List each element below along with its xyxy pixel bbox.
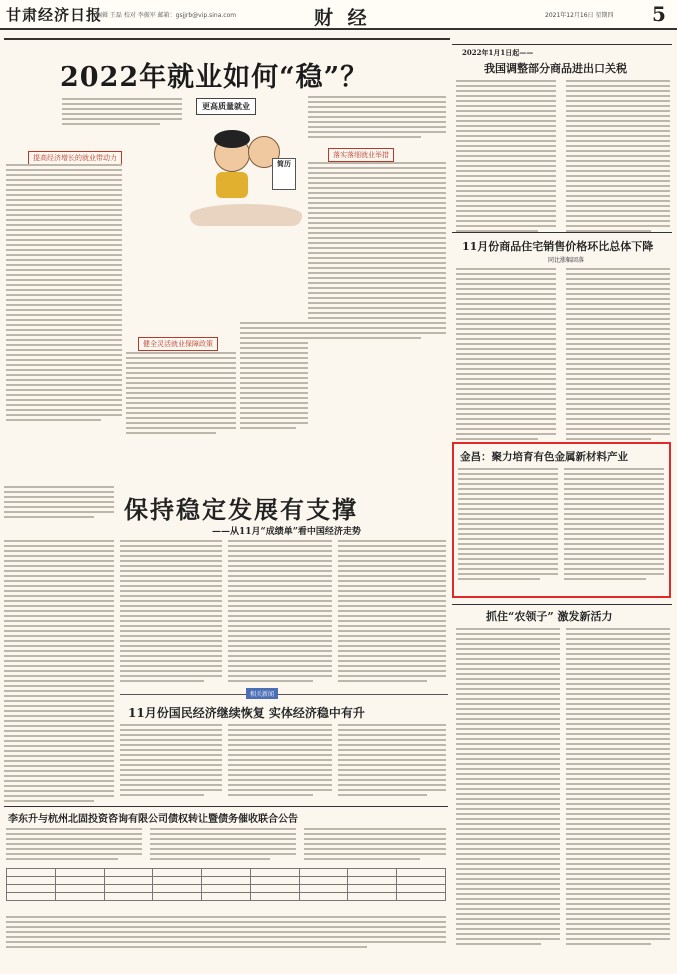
- notice-headline: 李东升与杭州北固投资咨询有限公司债权转让暨债务催收联合公告: [8, 814, 298, 825]
- recovery-text-a: [120, 724, 222, 799]
- tariff-text-a: [456, 80, 556, 235]
- recovery-text-b: [228, 724, 332, 799]
- employment-headline: 2022年就业如何“稳”？: [60, 62, 369, 93]
- notice-rule: [4, 806, 448, 807]
- measures-text: [308, 162, 446, 342]
- housing-byline: 同比涨幅回落: [548, 257, 585, 264]
- development-headline: 保持稳定发展有支撑: [124, 495, 358, 524]
- housing-rule: [452, 232, 672, 233]
- recovery-rule: [120, 694, 448, 695]
- subhead-measures: 落实落细就业举措: [328, 148, 394, 162]
- recovery-headline: 11月份国民经济继续恢复 实体经济稳中有升: [128, 706, 365, 720]
- lead-paragraph: [62, 98, 182, 128]
- subhead-growth: 提高经济增长的就业带动力: [28, 151, 122, 165]
- child-body: [216, 172, 248, 198]
- development-subtitle: ——从11月“成绩单”看中国经济走势: [212, 527, 361, 537]
- tariff-text-b: [566, 80, 670, 235]
- notice-text-c: [304, 828, 446, 863]
- highlight-text-a: [458, 468, 558, 583]
- development-text-c: [228, 540, 332, 685]
- article-rule: [4, 38, 450, 40]
- notice-table: [6, 868, 446, 901]
- housing-headline: 11月份商品住宅销售价格环比总体下降: [462, 240, 654, 253]
- highlight-text-b: [564, 468, 664, 583]
- tariff-headline: 我国调整部分商品进出口关税: [484, 62, 627, 75]
- growth-text: [6, 164, 122, 424]
- talent-text-a: [456, 628, 560, 948]
- palm-base: [190, 204, 302, 226]
- housing-text-b: [566, 268, 670, 443]
- tariff-kicker: 2022年1月1日起——: [462, 48, 534, 57]
- article-text-right: [308, 96, 446, 141]
- illustration-caption: 更高质量就业: [196, 98, 256, 115]
- section-title: 财 经: [314, 7, 371, 29]
- resume-sign: 简历: [272, 158, 296, 190]
- notice-text-b: [150, 828, 296, 863]
- talent-rule: [452, 604, 672, 605]
- issue-date: 2021年12月16日 星期四: [545, 12, 614, 19]
- development-text-a: [4, 540, 114, 805]
- editor-meta: 编辑 王磊 校对 李振军 邮箱：gsjjrb@vip.sina.com: [96, 12, 237, 19]
- development-text-b: [120, 540, 222, 685]
- talent-text-b: [566, 628, 670, 948]
- highlight-headline: 金昌：聚力培育有色金属新材料产业: [460, 451, 628, 463]
- newspaper-masthead: 甘肃经济日报: [6, 6, 103, 24]
- child-hair: [214, 130, 250, 148]
- notice-text-a: [6, 828, 142, 863]
- related-news-tag: 相关新闻: [246, 688, 278, 699]
- recovery-text-c: [338, 724, 446, 799]
- flexible-text: [126, 352, 236, 437]
- flexible-text-2: [240, 322, 308, 432]
- talent-headline: 抓住“农领子” 激发新活力: [486, 610, 613, 623]
- housing-text-a: [456, 268, 556, 443]
- development-text-d: [338, 540, 446, 685]
- subhead-flexible: 健全灵活就业保障政策: [138, 337, 218, 351]
- right-rule: [452, 44, 672, 45]
- page-number: 5: [652, 2, 666, 26]
- notice-footer: [6, 916, 446, 951]
- left-brief: [4, 486, 114, 521]
- employment-illustration: [186, 92, 306, 232]
